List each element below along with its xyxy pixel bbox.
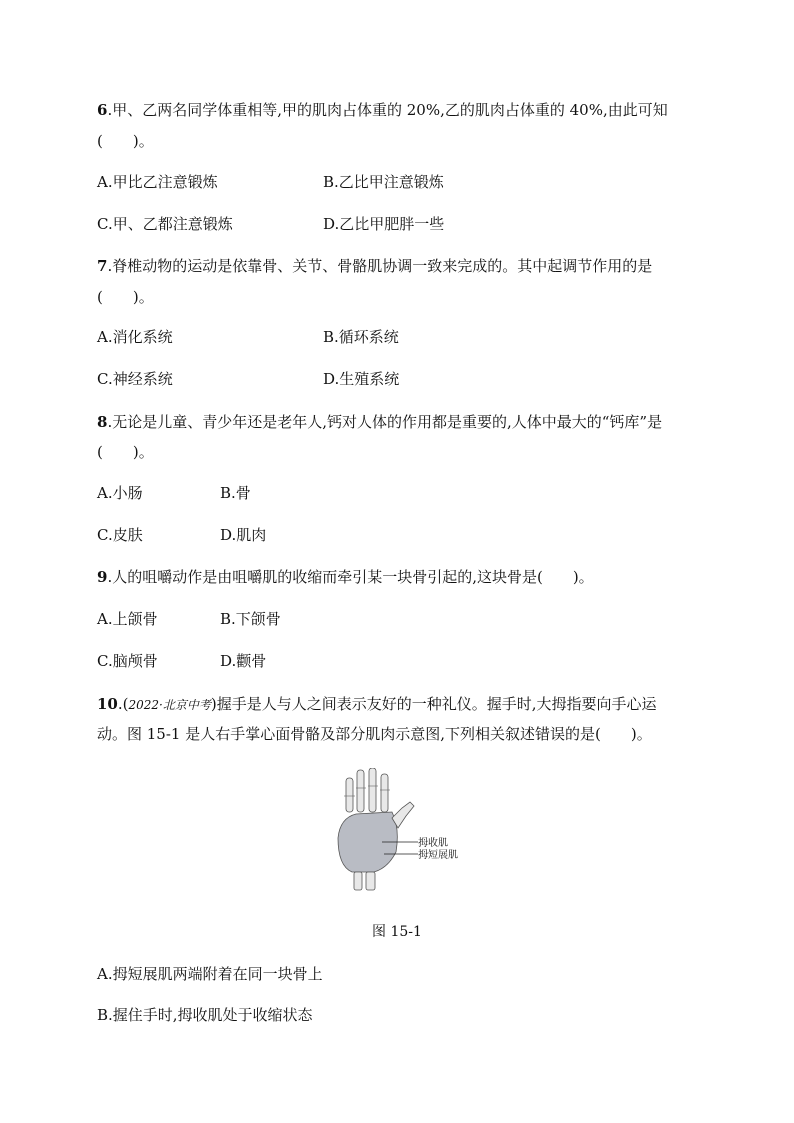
option-c: C.皮肤 [97,526,143,544]
option-d: D.乙比甲肥胖一些 [323,215,445,233]
question-text: .无论是儿童、青少年还是老年人,钙对人体的作用都是重要的,人体中最大的“钙库”是 [107,413,663,431]
question-number: 6 [97,101,108,119]
option-a: A.小肠 [97,484,143,502]
question-number: 8 [97,413,108,431]
question-number: 7 [97,257,108,275]
option-a: A.甲比乙注意锻炼 [97,173,218,191]
question-text: .甲、乙两名同学体重相等,甲的肌肉占体重的 20%,乙的肌肉占体重的 40%,由此可知 [107,101,668,119]
question-text: .脊椎动物的运动是依靠骨、关节、骨骼肌协调一致来完成的。其中起调节作用的是 [107,257,653,275]
option-c: C.神经系统 [97,370,173,388]
option-b: B.握住手时,拇收肌处于收缩状态 [97,1006,313,1024]
figure-caption: 图 15-1 [372,924,422,940]
question-source: 2022·北京中考 [128,698,211,712]
option-b: B.循环系统 [323,328,399,346]
option-a: A.上颌骨 [97,610,158,628]
question-7-stem [97,256,652,276]
option-c: C.脑颅骨 [97,652,158,670]
question-6-stem-cont: ( )。 [97,132,154,150]
option-d: D.肌肉 [220,526,267,544]
figure-label-abductor: 拇短展肌 [418,850,458,861]
question-number: 9 [97,568,108,586]
question-6-stem [97,100,668,120]
question-8-stem-cont: ( )。 [97,443,154,461]
question-7-stem-cont: ( )。 [97,288,154,306]
question-text: .人的咀嚼动作是由咀嚼肌的收缩而牵引某一块骨引起的,这块骨是( )。 [107,568,594,586]
option-a: A.消化系统 [97,328,173,346]
question-text-prefix: .( [117,695,129,713]
question-9-stem [97,567,594,587]
question-10-stem-cont: 动。图 15-1 是人右手掌心面骨骼及部分肌肉示意图,下列相关叙述错误的是( )。 [97,725,652,743]
figure-label-adductor: 拇收肌 [418,838,448,849]
option-b: B.骨 [220,484,251,502]
question-number: 10 [97,695,118,713]
option-d: D.颧骨 [220,652,267,670]
question-8-stem [97,412,662,432]
option-c: C.甲、乙都注意锻炼 [97,215,233,233]
option-a: A.拇短展肌两端附着在同一块骨上 [97,965,323,983]
option-b: B.下颌骨 [220,610,281,628]
option-b: B.乙比甲注意锻炼 [323,173,444,191]
hand-skeleton-figure [326,768,476,892]
question-text: )握手是人与人之间表示友好的一种礼仪。握手时,大拇指要向手心运 [210,695,657,713]
question-10-stem [97,694,656,715]
option-d: D.生殖系统 [323,370,400,388]
